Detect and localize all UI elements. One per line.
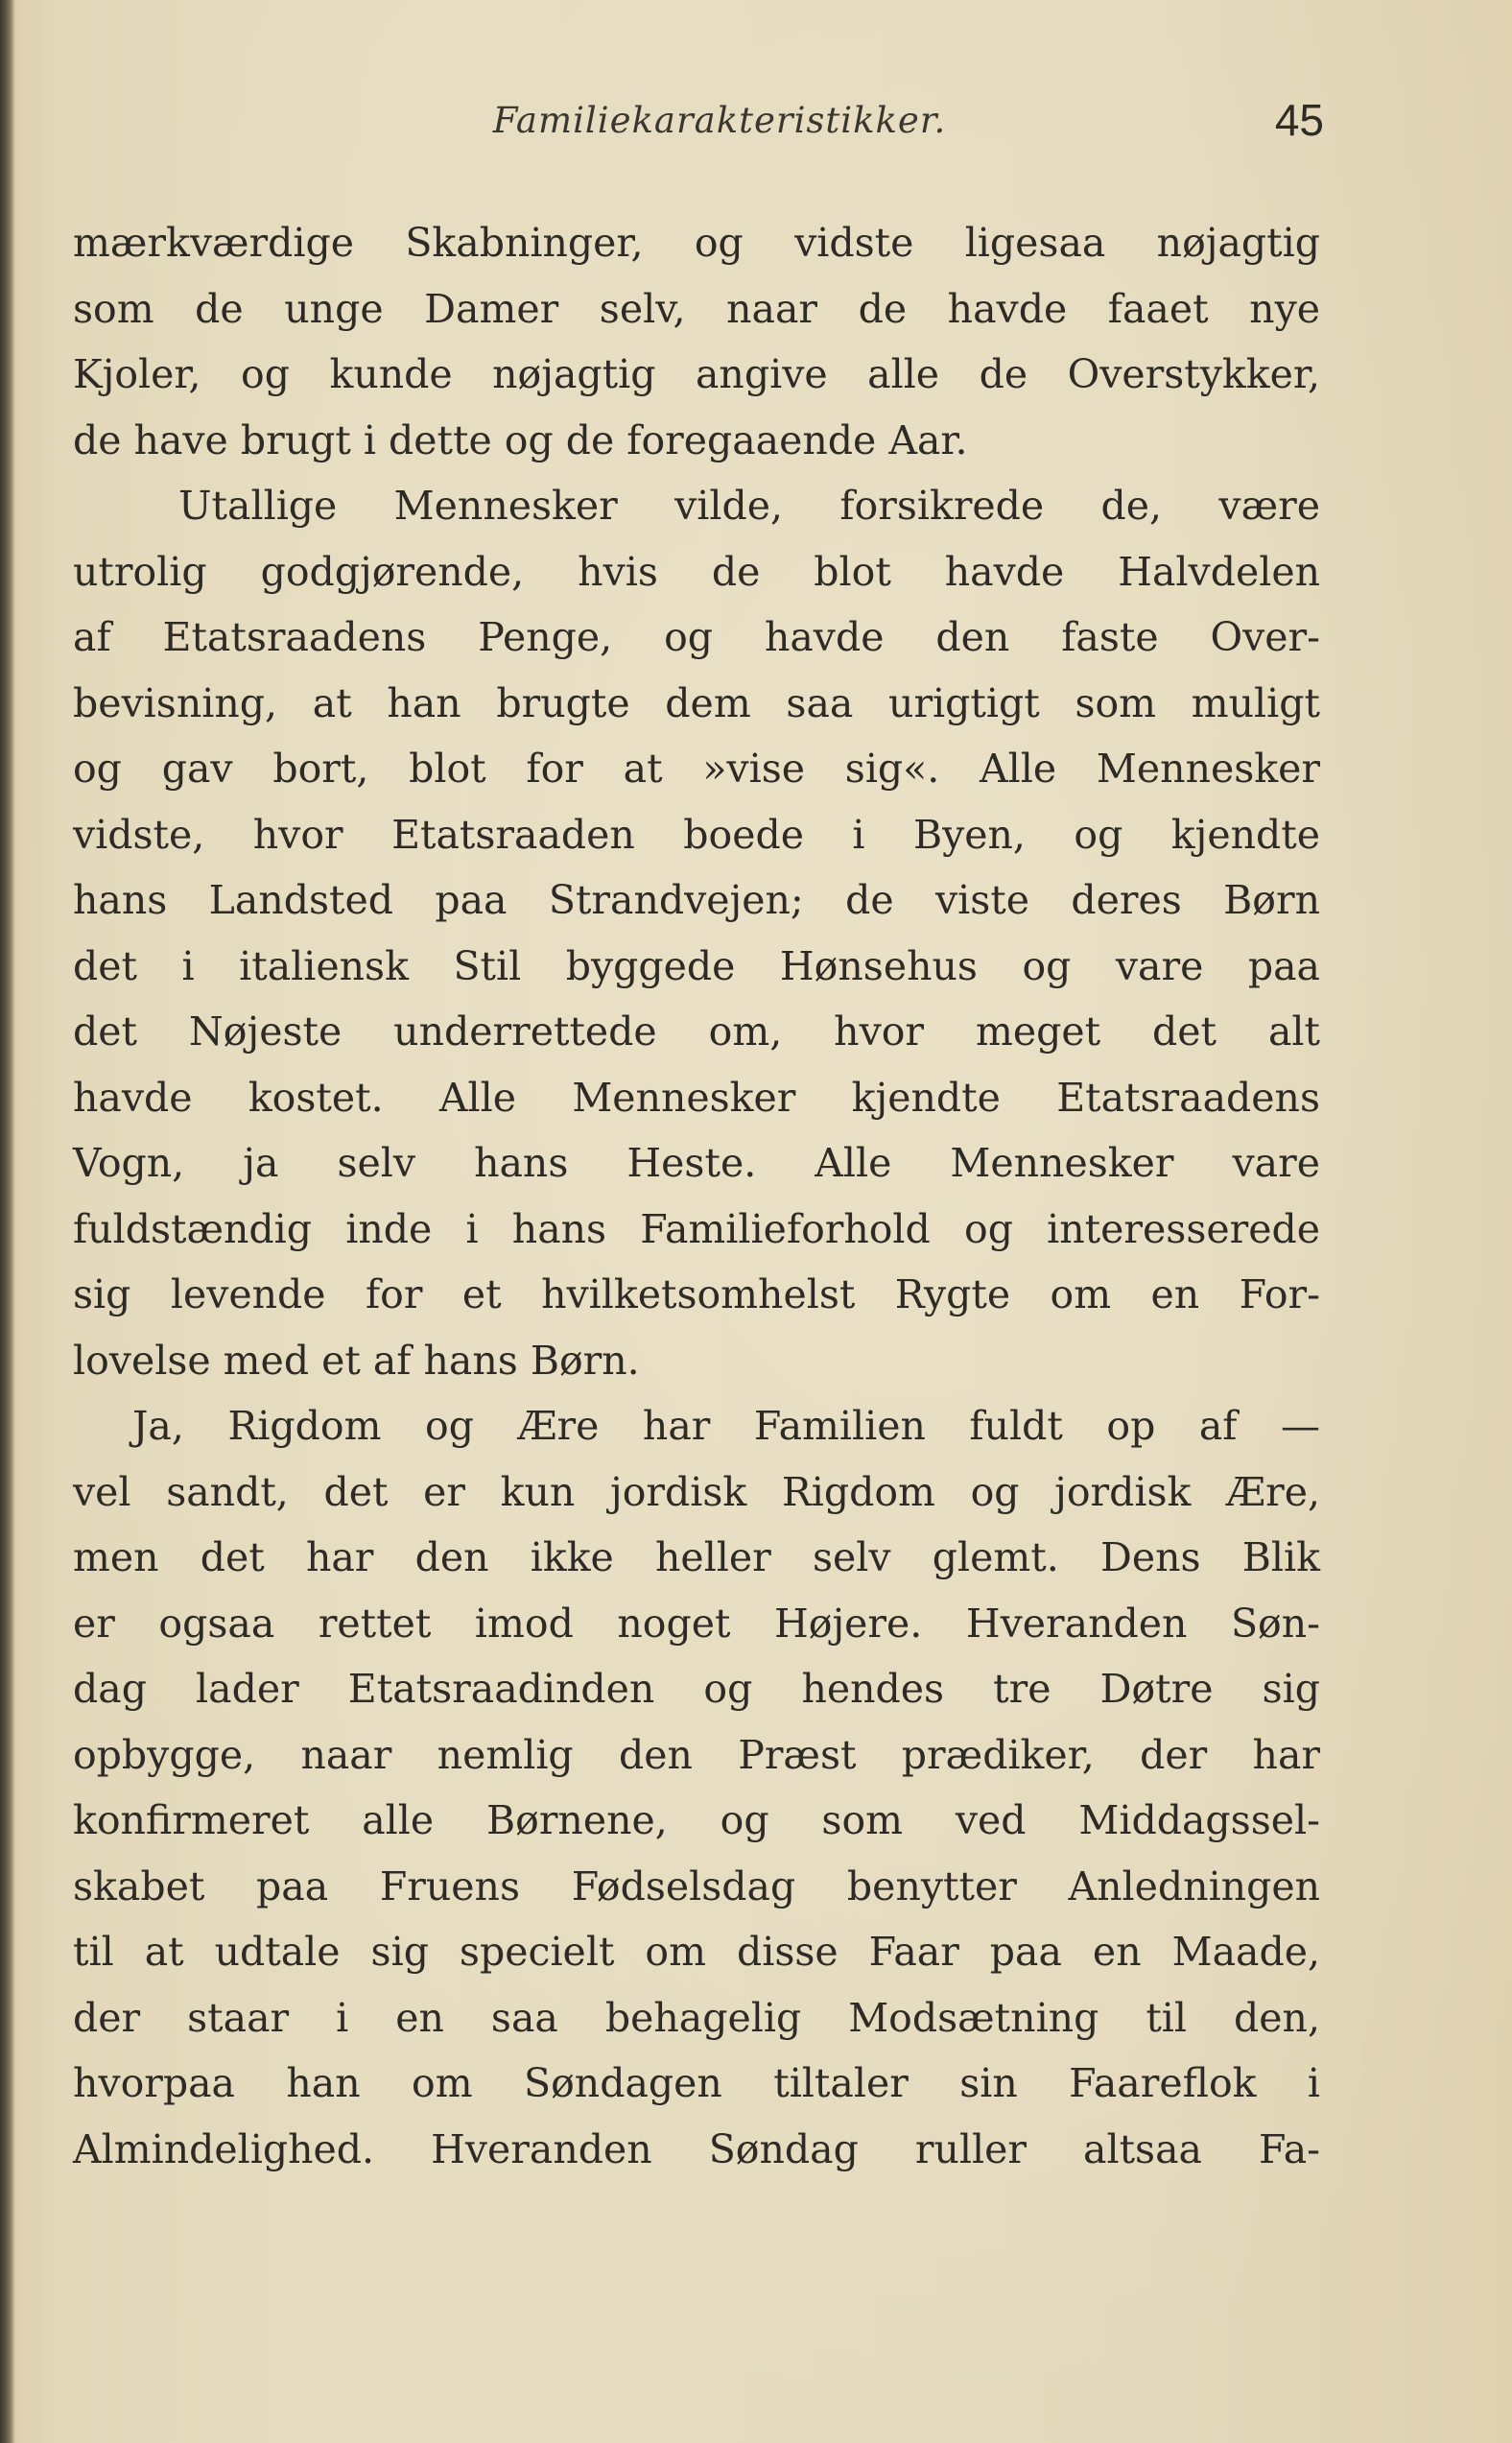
text-line: det i italiensk Stil byggede Hønsehus og vare paa: [73, 942, 1320, 989]
text-line: hvorpaa han om Søndagen tiltaler sin Faareflok i: [73, 2060, 1320, 2106]
text-line: skabet paa Fruens Fødselsdag benytter Anledningen: [73, 1862, 1320, 1909]
text-line: Almindelighed. Hveranden Søndag ruller altsaa Fa-: [73, 2125, 1320, 2172]
text-line: er ogsaa rettet imod noget Højere. Hveranden Søn-: [73, 1600, 1320, 1647]
text-line: hans Landsted paa Strandvejen; de viste deres Børn: [73, 877, 1320, 923]
text-line: til at udtale sig specielt om disse Faar paa en Maade,: [73, 1929, 1320, 1975]
text-line: men det har den ikke heller selv glemt. Dens Blik: [73, 1534, 1320, 1580]
text-line: havde kostet. Alle Mennesker kjendte Etatsraadens: [73, 1074, 1320, 1121]
text-line: som de unge Damer selv, naar de havde faaet nye: [73, 285, 1320, 332]
text-line: utrolig godgjørende, hvis de blot havde Halvdelen: [73, 548, 1320, 595]
text-line: og gav bort, blot for at »vise sig«. Alle Mennesker: [73, 746, 1320, 792]
text-line: opbygge, naar nemlig den Præst prædiker, der har: [73, 1731, 1320, 1778]
text-line: fuldstændig inde i hans Familieforhold og interesserede: [73, 1205, 1320, 1252]
text-line: Vogn, ja selv hans Heste. Alle Mennesker vare: [73, 1140, 1320, 1186]
text-line: konfirmeret alle Børnene, og som ved Middagssel-: [73, 1797, 1320, 1843]
text-line: af Etatsraadens Penge, og havde den faste Over-: [73, 614, 1320, 660]
page-spine-edge: [0, 0, 15, 2443]
text-line: sig levende for et hvilketsomhelst Rygte om en For-: [73, 1271, 1320, 1317]
text-line: vel sandt, det er kun jordisk Rigdom og jordisk Ære,: [73, 1468, 1320, 1515]
running-head: [0, 94, 1512, 161]
text-line: dag lader Etatsraadinden og hendes tre Døtre sig: [73, 1666, 1320, 1712]
text-line: de have brugt i dette og de foregaaende Aar.: [73, 416, 968, 463]
text-line: Utallige Mennesker vilde, forsikrede de, være: [178, 483, 1320, 529]
text-line: lovelse med et af hans Børn.: [73, 1337, 640, 1384]
text-line: bevisning, at han brugte dem saa urigtigt som muligt: [73, 679, 1320, 726]
page-number: 45: [1274, 95, 1324, 145]
text-line: Ja, Rigdom og Ære har Familien fuldt op af —: [132, 1403, 1320, 1449]
running-title: Familiekarakteristikker.: [492, 100, 947, 141]
text-line: det Nøjeste underrettede om, hvor meget det alt: [73, 1008, 1320, 1055]
text-line: der staar i en saa behagelig Modsætning til den,: [73, 1994, 1320, 2041]
text-line: mærkværdige Skabninger, og vidste ligesaa nøjagtig: [73, 220, 1320, 266]
text-line: Kjoler, og kunde nøjagtig angive alle de Overstykker,: [73, 351, 1320, 397]
body-text: [73, 210, 1320, 2182]
text-line: vidste, hvor Etatsraaden boede i Byen, og kjendte: [73, 811, 1320, 858]
